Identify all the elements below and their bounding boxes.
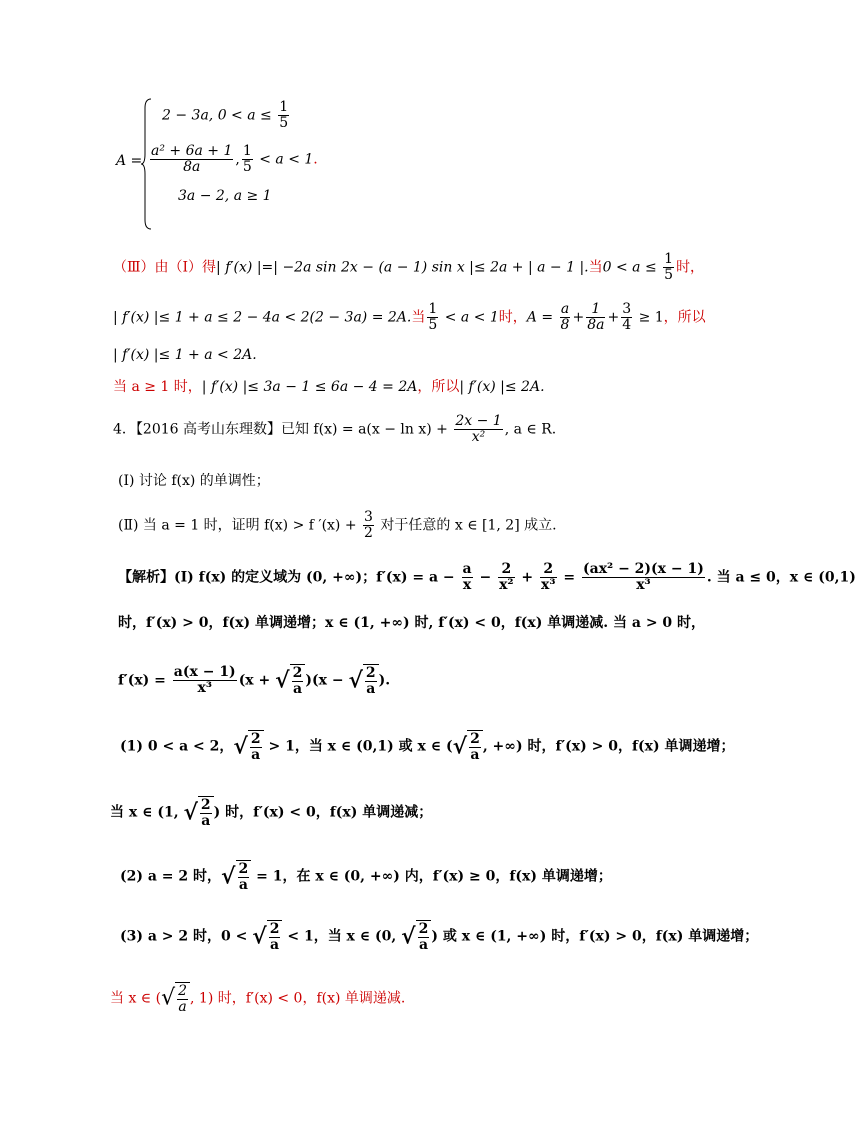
part3-line1-end: 时，: [676, 259, 705, 276]
sqrt-2-over-a: √ $\frac{2}{a}$: [252, 920, 282, 953]
sqrt-2-over-a: √ $\frac{2}{a}$: [453, 730, 483, 763]
part3-heading: （Ⅲ）由（Ⅰ）得: [113, 259, 217, 276]
solution-line1-tail: . 当 a ≤ 0，x ∈ (0,1): [706, 569, 856, 586]
case1-mid: > 1，当 x ∈ (0,1) 或 x ∈ (: [263, 738, 453, 755]
fraction-numerator: (ax² − 2)(x − 1): [583, 561, 704, 577]
case-1-text: 2 − 3a, 0 < a ≤: [162, 107, 277, 124]
part3-line1-formula: | f′(x) |=| −2a sin 2x − (a − 1) sin x |≤ 2a + | a − 1 |.: [216, 259, 589, 276]
fraction-denominator: a: [201, 813, 211, 829]
part3-line2-fraction: [427, 302, 438, 333]
case-2: $\frac{\text{a² + 6a + 1}}{8a}$ , $\frac{1}{5}$ < a < 1.: [151, 143, 318, 175]
part3-line2-suoyi: ，所以: [663, 309, 706, 326]
solution-line2: 时，f′(x) > 0，f(x) 单调递增；x ∈ (1, +∞) 时, f′(x) < 0，f(x) 单调递减. 当 a > 0 时，: [118, 615, 706, 631]
fraction-numerator: 1: [279, 99, 289, 115]
minus-sign: −: [474, 569, 497, 586]
fraction-denominator: 5: [242, 159, 252, 175]
plus-sign: +: [516, 569, 539, 586]
fraction-denominator: 5: [279, 115, 289, 131]
fraction-denominator: a: [418, 937, 429, 953]
solution-label: 【解析】: [118, 569, 174, 586]
fraction-denominator: a: [251, 747, 261, 763]
part3-line4-formula: | f′(x) |≤ 3a − 1 ≤ 6a − 4 = 2A: [201, 379, 418, 395]
fraction-denominator: 2: [364, 525, 373, 541]
fraction-denominator: a: [470, 747, 480, 763]
part3-line2-shi: 时，: [498, 309, 527, 326]
solution-line3-end: ).: [378, 672, 391, 689]
fraction-denominator: 8a: [587, 317, 605, 333]
fraction-denominator: 8: [560, 317, 570, 333]
part3-line2: | f′(x) |≤ 1 + a ≤ 2 − 4a < 2(2 − 3a) = 2A.当 $\frac{1}{5}$ < a < 1时，A = $\frac{a}{8}$ + $\frac{1}{8a}$ + $\frac{3}{4}$ ≥ 1，所以: [113, 301, 706, 333]
case-1: [162, 100, 291, 131]
fraction-numerator: 1: [664, 251, 674, 267]
fraction-numerator: 1: [242, 143, 252, 159]
fraction-1-over-8a: [586, 302, 605, 333]
case4-tail: , 1) 时，f′(x) < 0，f(x) 单调递减.: [190, 990, 406, 1007]
part3-line2-formula: | f′(x) |≤ 1 + a ≤ 2 − 4a < 2(2 − 3a) = 2A.: [113, 309, 412, 326]
fraction-denominator: 8a: [183, 159, 201, 175]
part3-line2-A: A =: [526, 309, 558, 326]
sqrt-2-over-a: √ $\frac{2}{a}$: [233, 730, 263, 763]
fraction-denominator: x³: [541, 577, 556, 593]
fraction-numerator: 2: [470, 731, 480, 747]
fraction-denominator: x: [462, 577, 472, 593]
case3-mid: < 1，当 x ∈ (0,: [282, 928, 402, 945]
case-3: 3a − 2, a ≥ 1: [178, 188, 272, 204]
part3-line2-ge: ≥ 1: [634, 309, 664, 326]
case3-cond: (3) a > 2 时，0 <: [120, 928, 253, 945]
case2-cond: (2) a = 2 时，: [120, 868, 222, 885]
fraction-numerator: 2: [178, 983, 188, 999]
case4-cond: 当 x ∈ (: [110, 990, 162, 1007]
fraction-numerator: 2x − 1: [455, 413, 502, 429]
case1-cond: (1) 0 < a < 2，: [120, 738, 234, 755]
fraction-denominator: a: [178, 999, 187, 1015]
fraction-numerator: 3: [364, 509, 373, 525]
problem4-q2-tail: 对于任意的 x ∈ [1, 2] 成立.: [375, 517, 557, 534]
case-1-fraction: [278, 100, 289, 131]
problem4-q1: (Ⅰ) 讨论 f(x) 的单调性；: [118, 473, 270, 489]
solution-line3-part: )(x −: [305, 672, 349, 689]
solution-line1: [118, 562, 856, 593]
solution-line3-lhs: f′(x) =: [118, 672, 171, 689]
fraction-3-over-4: [621, 302, 632, 333]
sqrt-2-over-a: √ $\frac{2}{a}$: [401, 920, 431, 953]
part3-line4-result: | f′(x) |≤ 2A.: [459, 379, 545, 395]
sqrt-2-over-a: √ $\frac{2}{a}$: [348, 664, 378, 697]
problem4-q2-fraction: [363, 510, 374, 541]
fraction-denominator: 5: [664, 267, 674, 283]
problem4-domain: , a ∈ R.: [504, 421, 557, 438]
part3-line4-when: 当 a ≥ 1 时，: [113, 379, 202, 395]
sqrt-2-over-a: √ $\frac{2}{a}$: [275, 664, 305, 697]
fraction-a-over-x: [462, 562, 473, 593]
problem4-heading: [113, 414, 556, 445]
case1b-tail: ) 时，f′(x) < 0，f(x) 单调递减；: [213, 804, 433, 821]
sqrt-2-over-a: √ $\frac{2}{a}$: [221, 860, 251, 893]
fraction-numerator: a: [560, 301, 570, 317]
solution-line3: [118, 664, 390, 697]
solution-line3-part: (x +: [238, 672, 276, 689]
fraction-denominator: a: [366, 681, 376, 697]
fraction-denominator: x²: [471, 429, 486, 445]
case1-tail: , +∞) 时，f′(x) > 0，f(x) 单调递增；: [482, 738, 735, 755]
case3-tail: ) 或 x ∈ (1, +∞) 时，f′(x) > 0，f(x) 单调递增；: [431, 928, 759, 945]
piecewise-lhs: A =: [116, 153, 143, 169]
part3-line1: [113, 252, 704, 283]
fraction-numerator: a² + 6a + 1: [151, 143, 233, 159]
case4-line: [110, 982, 405, 1015]
case-2-fraction: [150, 144, 233, 175]
part3-line4: [113, 378, 545, 396]
fraction-factor: [173, 665, 237, 696]
case-2-end: .: [313, 151, 318, 168]
fraction-numerator: 2: [365, 665, 376, 681]
problem4-fraction: [454, 414, 502, 445]
fraction-numerator: 2: [200, 797, 211, 813]
solution-line1-text: (Ⅰ) f(x) 的定义域为 (0, +∞)；f′(x) = a −: [174, 569, 460, 586]
problem4-title: 4．【2016 高考山东理数】已知 f(x) = a(x − ln x) +: [113, 421, 453, 438]
equals-sign: =: [558, 569, 581, 586]
case-2-tail: < a < 1: [254, 151, 314, 168]
sqrt-2-over-a: √ $\frac{2}{a}$: [183, 796, 213, 829]
case-2-tail-fraction: [242, 144, 253, 175]
fraction-numerator: 2: [250, 731, 261, 747]
part3-line2-cond: < a < 1: [440, 309, 499, 326]
problem4-q2-text: (Ⅱ) 当 a = 1 时，证明 f(x) > f ′(x) +: [118, 517, 362, 534]
fraction-denominator: a: [270, 937, 280, 953]
case2-line: [120, 860, 612, 893]
fraction-derivative: [582, 562, 705, 593]
fraction-2-over-x3: [540, 562, 556, 593]
case3-line: [120, 920, 758, 953]
part3-line1-fraction: [663, 252, 674, 283]
part3-line4-suoyi: ，所以: [417, 379, 460, 395]
part3-line1-when: 当: [588, 259, 603, 276]
case1b-cond: 当 x ∈ (1,: [110, 804, 184, 821]
fraction-denominator: 4: [622, 317, 632, 333]
fraction-numerator: 2: [238, 861, 249, 877]
sqrt-2-over-a: √ $\frac{2}{a}$: [161, 982, 190, 1015]
problem4-q2: [118, 510, 557, 541]
fraction-denominator: a: [238, 877, 248, 893]
fraction-numerator: 1: [586, 302, 605, 318]
fraction-numerator: 1: [428, 301, 438, 317]
fraction-2-over-x2: [498, 562, 514, 593]
fraction-numerator: 2: [269, 921, 280, 937]
fraction-denominator: x³: [636, 577, 651, 593]
fraction-denominator: x³: [197, 680, 212, 696]
fraction-numerator: 2: [540, 562, 556, 578]
fraction-numerator: 3: [622, 301, 632, 317]
fraction-numerator: 2: [292, 665, 303, 681]
case2-tail: = 1，在 x ∈ (0, +∞) 内，f′(x) ≥ 0，f(x) 单调递增；: [251, 868, 612, 885]
part3-line2-when: 当: [411, 309, 426, 326]
fraction-numerator: 2: [498, 562, 514, 578]
fraction-denominator: 5: [428, 317, 438, 333]
fraction-numerator: 2: [418, 921, 429, 937]
fraction-denominator: x²: [499, 577, 514, 593]
case1-line: [120, 730, 734, 763]
fraction-a-over-8: [560, 302, 571, 333]
part3-line1-cond: 0 < a ≤: [602, 259, 662, 276]
fraction-numerator: a: [462, 561, 472, 577]
fraction-denominator: a: [292, 681, 303, 697]
part3-line3: | f′(x) |≤ 1 + a < 2A.: [113, 347, 257, 363]
case1b-line: [110, 796, 432, 829]
fraction-numerator: a(x − 1): [173, 664, 236, 680]
